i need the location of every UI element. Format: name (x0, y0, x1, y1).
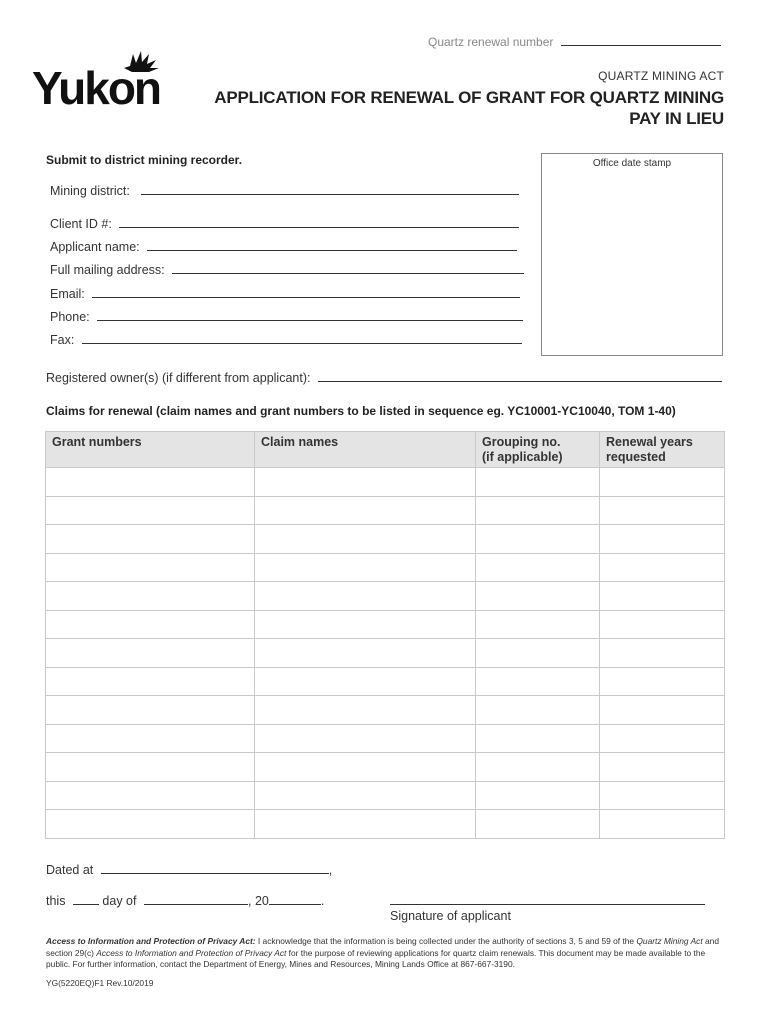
grouping-cell[interactable] (476, 639, 600, 668)
phone-input[interactable] (97, 310, 523, 321)
renewal-years-cell[interactable] (600, 610, 725, 639)
dated-at-comma: , (328, 863, 333, 877)
grouping-cell[interactable] (476, 667, 600, 696)
submit-note: Submit to district mining recorder. (46, 153, 243, 167)
grant-number-cell[interactable] (46, 667, 255, 696)
renewal-header-line2: requested (606, 450, 666, 464)
dated-at-field (46, 863, 332, 877)
claim-name-cell[interactable] (255, 639, 476, 668)
claim-name-cell[interactable] (255, 582, 476, 611)
grouping-cell[interactable] (476, 582, 600, 611)
claim-name-cell[interactable] (255, 810, 476, 839)
claim-name-cell[interactable] (255, 525, 476, 554)
claims-table-header (46, 432, 725, 468)
mailing-address-label: Full mailing address: (50, 263, 165, 277)
claims-row (46, 639, 725, 668)
office-date-stamp-box (541, 153, 723, 356)
renewal-number-label: Quartz renewal number (428, 35, 554, 49)
privacy-text-1: I acknowledge that the information is being collected under the authority of sections 3, 5 and 59 of the (255, 936, 637, 946)
claims-row (46, 781, 725, 810)
claim-name-cell[interactable] (255, 610, 476, 639)
year-input[interactable] (269, 894, 321, 905)
year-prefix: 20 (254, 894, 269, 908)
claim-name-cell[interactable] (255, 667, 476, 696)
title-line-1: APPLICATION FOR RENEWAL OF GRANT FOR QUARTZ MINING (214, 88, 724, 107)
grant-number-cell[interactable] (46, 525, 255, 554)
grouping-cell[interactable] (476, 753, 600, 782)
applicant-name-field (50, 240, 517, 254)
renewal-years-cell[interactable] (600, 639, 725, 668)
grant-number-cell[interactable] (46, 781, 255, 810)
day-input[interactable] (73, 894, 99, 905)
privacy-italic-2: Access to Information and Protection of Privacy Act (96, 947, 287, 958)
claims-row (46, 553, 725, 582)
month-input[interactable] (144, 894, 248, 905)
client-id-field (50, 217, 519, 231)
mailing-address-field (50, 263, 524, 277)
signature-label: Signature of applicant (390, 909, 511, 923)
privacy-lead: Access to Information and Protection of Privacy Act: (46, 936, 256, 946)
claims-row (46, 667, 725, 696)
claim-name-cell[interactable] (255, 781, 476, 810)
mining-district-label: Mining district: (50, 184, 130, 198)
claim-name-cell[interactable] (255, 753, 476, 782)
grant-number-cell[interactable] (46, 753, 255, 782)
claims-row (46, 753, 725, 782)
grouping-cell[interactable] (476, 810, 600, 839)
grouping-cell[interactable] (476, 553, 600, 582)
mining-district-field (50, 184, 519, 198)
client-id-label: Client ID #: (50, 217, 112, 231)
claim-name-cell[interactable] (255, 553, 476, 582)
fax-field (50, 333, 522, 347)
grouping-cell[interactable] (476, 696, 600, 725)
grant-number-cell[interactable] (46, 468, 255, 497)
renewal-years-cell[interactable] (600, 468, 725, 497)
claim-name-cell[interactable] (255, 724, 476, 753)
email-input[interactable] (92, 287, 520, 298)
renewal-years-cell[interactable] (600, 553, 725, 582)
fax-label: Fax: (50, 333, 75, 347)
this-label: this (46, 894, 66, 908)
claims-row (46, 468, 725, 497)
claims-row (46, 810, 725, 839)
day-of-label: day of (102, 894, 137, 908)
grouping-header-line1: Grouping no. (482, 435, 561, 449)
claim-names-header: Claim names (255, 432, 476, 468)
renewal-header-line1: Renewal years (606, 435, 693, 449)
grant-numbers-header: Grant numbers (46, 432, 255, 468)
renewal-years-cell[interactable] (600, 525, 725, 554)
renewal-years-cell[interactable] (600, 753, 725, 782)
renewal-years-cell[interactable] (600, 696, 725, 725)
date-line (46, 894, 324, 908)
claims-table-body (46, 468, 725, 839)
grant-number-cell[interactable] (46, 639, 255, 668)
phone-label: Phone: (50, 310, 90, 324)
renewal-years-cell[interactable] (600, 582, 725, 611)
quartz-renewal-number (428, 35, 721, 49)
page-title (164, 87, 724, 129)
grant-number-cell[interactable] (46, 496, 255, 525)
grouping-cell[interactable] (476, 468, 600, 497)
grant-number-cell[interactable] (46, 724, 255, 753)
grouping-cell[interactable] (476, 724, 600, 753)
renewal-number-line[interactable] (561, 35, 721, 46)
grouping-header-line2: (if applicable) (482, 450, 563, 464)
grouping-cell[interactable] (476, 781, 600, 810)
claim-name-cell[interactable] (255, 496, 476, 525)
claims-table (45, 431, 725, 839)
dated-at-input[interactable] (101, 863, 329, 874)
renewal-years-cell[interactable] (600, 724, 725, 753)
comma: , (247, 894, 252, 908)
signature-line[interactable] (390, 904, 705, 905)
grouping-cell[interactable] (476, 496, 600, 525)
act-name: QUARTZ MINING ACT (598, 69, 724, 83)
phone-field (50, 310, 523, 324)
privacy-text-3: for the purpose of reviewing applications for quartz claim renewals. This document may be made available to the public. For further information, contact the Department of Energy, Mines and Resources, Mining Lands Office at 867-667-3190. (46, 947, 706, 969)
privacy-italic-1: Quartz Mining Act (636, 936, 703, 946)
renewal-years-cell[interactable] (600, 496, 725, 525)
title-line-2: PAY IN LIEU (629, 109, 724, 128)
claim-name-cell[interactable] (255, 468, 476, 497)
claim-name-cell[interactable] (255, 696, 476, 725)
grant-number-cell[interactable] (46, 610, 255, 639)
grant-number-cell[interactable] (46, 810, 255, 839)
grouping-cell[interactable] (476, 610, 600, 639)
grant-number-cell[interactable] (46, 582, 255, 611)
svg-text:Yukon: Yukon (32, 62, 161, 108)
renewal-years-cell[interactable] (600, 667, 725, 696)
renewal-years-cell[interactable] (600, 781, 725, 810)
email-label: Email: (50, 287, 85, 301)
period: . (320, 894, 325, 908)
renewal-years-header (600, 432, 725, 468)
claims-row (46, 496, 725, 525)
grouping-header (476, 432, 600, 468)
mailing-address-input[interactable] (172, 263, 524, 274)
claims-row (46, 525, 725, 554)
claims-heading: Claims for renewal (claim names and grant numbers to be listed in sequence eg. YC10001-YC10040, TOM 1-40) (46, 404, 676, 418)
claims-row (46, 582, 725, 611)
registered-owners-input[interactable] (318, 371, 722, 382)
claims-row (46, 610, 725, 639)
form-code: YG(5220EQ)F1 Rev.10/2019 (46, 978, 154, 988)
claims-row (46, 724, 725, 753)
fax-input[interactable] (82, 333, 522, 344)
registered-owners-label: Registered owner(s) (if different from applicant): (46, 371, 311, 385)
claims-row (46, 696, 725, 725)
grant-number-cell[interactable] (46, 696, 255, 725)
email-field (50, 287, 520, 301)
grant-number-cell[interactable] (46, 553, 255, 582)
client-id-input[interactable] (119, 217, 519, 228)
stamp-label: Office date stamp (592, 158, 672, 169)
mining-district-input[interactable] (141, 184, 519, 195)
yukon-logo (32, 48, 172, 108)
grouping-cell[interactable] (476, 525, 600, 554)
registered-owners-field (46, 371, 722, 385)
applicant-name-label: Applicant name: (50, 240, 140, 254)
privacy-text-2: and section 29(c) (46, 936, 719, 958)
dated-at-label: Dated at (46, 863, 94, 877)
renewal-years-cell[interactable] (600, 810, 725, 839)
applicant-name-input[interactable] (147, 240, 517, 251)
privacy-notice (46, 936, 724, 971)
